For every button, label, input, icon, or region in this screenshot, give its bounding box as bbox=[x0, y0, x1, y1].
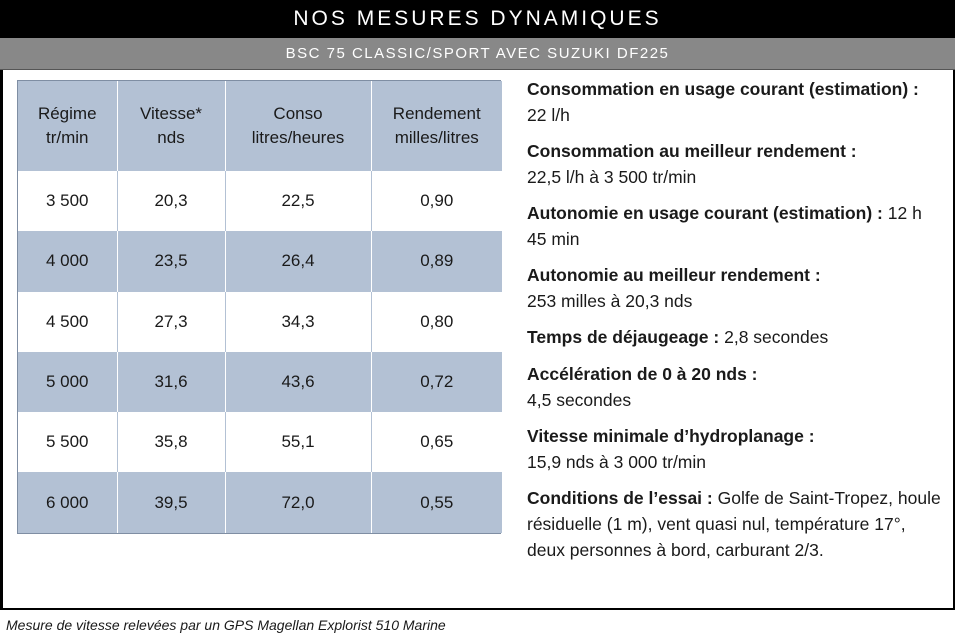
info-label: Accélération de 0 à 20 nds : bbox=[527, 364, 758, 384]
table-cell: 5 000 bbox=[18, 352, 117, 412]
header-unit: litres/heures bbox=[251, 128, 345, 147]
table-cell: 34,3 bbox=[225, 292, 371, 352]
page-title: NOS MESURES DYNAMIQUES bbox=[0, 0, 955, 38]
header-line: Conso bbox=[273, 104, 323, 123]
info-value: 2,8 secondes bbox=[719, 327, 829, 347]
table-cell: 0,80 bbox=[371, 292, 502, 352]
header-unit: milles/litres bbox=[394, 128, 479, 147]
info-value: 253 milles à 20,3 nds bbox=[527, 291, 693, 311]
table-row bbox=[18, 292, 502, 352]
info-item-conso-rendement bbox=[527, 138, 942, 190]
header-line: Régime bbox=[37, 104, 97, 123]
header-line: Vitesse* bbox=[139, 104, 203, 123]
table-cell: 31,6 bbox=[117, 352, 225, 412]
table-row bbox=[18, 171, 502, 231]
measurements-table bbox=[17, 80, 501, 534]
table-row bbox=[18, 231, 502, 291]
table-cell: 43,6 bbox=[225, 352, 371, 412]
footer-note: Mesure de vitesse relevées par un GPS Magellan Explorist 510 Marine bbox=[0, 608, 955, 640]
info-label: Conditions de l’essai : bbox=[527, 488, 713, 508]
table-cell: 72,0 bbox=[225, 472, 371, 532]
table-cell: 23,5 bbox=[117, 231, 225, 291]
table-cell: 4 500 bbox=[18, 292, 117, 352]
table-cell: 39,5 bbox=[117, 472, 225, 532]
frame-border-left bbox=[0, 70, 3, 608]
info-value: 12 h 45 min bbox=[527, 203, 922, 249]
table-header-row bbox=[18, 81, 502, 171]
info-item-autonomie-rendement bbox=[527, 262, 942, 314]
info-value: 4,5 secondes bbox=[527, 390, 632, 410]
info-label: Consommation au meilleur rendement : bbox=[527, 141, 857, 161]
table-row bbox=[18, 352, 502, 412]
table-cell: 27,3 bbox=[117, 292, 225, 352]
info-item-acceleration bbox=[527, 361, 942, 413]
info-value: 22,5 l/h à 3 500 tr/min bbox=[527, 167, 697, 187]
table-cell: 5 500 bbox=[18, 412, 117, 472]
table-cell: 4 000 bbox=[18, 231, 117, 291]
table-cell: 6 000 bbox=[18, 472, 117, 532]
info-item-dejaugeage bbox=[527, 324, 942, 350]
header-line: Rendement bbox=[392, 104, 481, 123]
table-cell: 22,5 bbox=[225, 171, 371, 231]
table-cell: 26,4 bbox=[225, 231, 371, 291]
table-cell: 0,90 bbox=[371, 171, 502, 231]
info-item-conditions bbox=[527, 485, 942, 563]
table-cell: 3 500 bbox=[18, 171, 117, 231]
table-row bbox=[18, 472, 502, 532]
info-label: Autonomie en usage courant (estimation) : bbox=[527, 203, 883, 223]
info-item-autonomie-courante bbox=[527, 200, 942, 252]
info-item-conso-courante bbox=[527, 76, 942, 128]
info-label: Consommation en usage courant (estimation) : bbox=[527, 79, 919, 99]
info-label: Temps de déjaugeage : bbox=[527, 327, 720, 347]
info-value: Golfe de Saint-Tropez, houle résiduelle (1 m), vent quasi nul, température 17°, deux personnes à bord, carburant 2/3. bbox=[527, 488, 941, 560]
info-label: Vitesse minimale d’hydroplanage : bbox=[527, 426, 815, 446]
table-cell: 0,65 bbox=[371, 412, 502, 472]
table-cell: 0,89 bbox=[371, 231, 502, 291]
table-cell: 55,1 bbox=[225, 412, 371, 472]
table-cell: 0,55 bbox=[371, 472, 502, 532]
measurements-summary bbox=[527, 76, 942, 573]
col-header-conso bbox=[225, 81, 371, 171]
col-header-regime bbox=[18, 81, 117, 171]
info-value: 15,9 nds à 3 000 tr/min bbox=[527, 452, 706, 472]
col-header-vitesse bbox=[117, 81, 225, 171]
table-cell: 35,8 bbox=[117, 412, 225, 472]
info-value: 22 l/h bbox=[527, 105, 570, 125]
table-cell: 0,72 bbox=[371, 352, 502, 412]
info-label: Autonomie au meilleur rendement : bbox=[527, 265, 821, 285]
table-row bbox=[18, 412, 502, 472]
table-cell: 20,3 bbox=[117, 171, 225, 231]
header-unit: nds bbox=[157, 128, 185, 147]
header-unit: tr/min bbox=[46, 128, 89, 147]
info-item-hydroplanage bbox=[527, 423, 942, 475]
page-subtitle: BSC 75 CLASSIC/SPORT AVEC SUZUKI DF225 bbox=[0, 38, 955, 70]
col-header-rendement bbox=[371, 81, 502, 171]
